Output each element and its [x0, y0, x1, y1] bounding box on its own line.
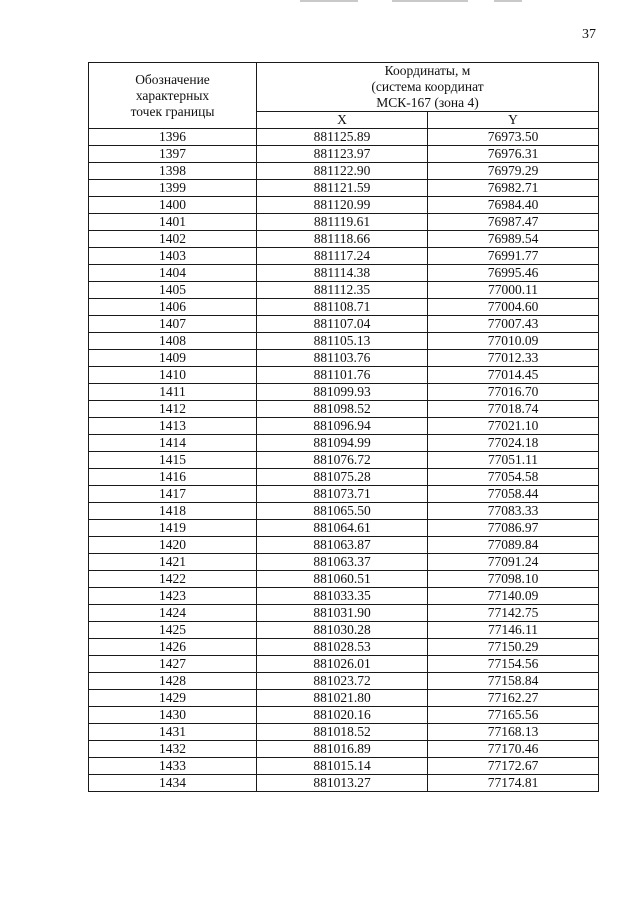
- x-cell: 881013.27: [257, 775, 428, 792]
- table-row: [89, 299, 599, 316]
- table-row: [89, 571, 599, 588]
- y-cell: 77165.56: [428, 707, 599, 724]
- table-row: [89, 231, 599, 248]
- x-cell: 881105.13: [257, 333, 428, 350]
- point-cell: 1422: [89, 571, 257, 588]
- y-cell: 76976.31: [428, 146, 599, 163]
- x-cell: 881120.99: [257, 197, 428, 214]
- table-row: [89, 197, 599, 214]
- point-cell: 1408: [89, 333, 257, 350]
- point-cell: 1417: [89, 486, 257, 503]
- x-cell: 881020.16: [257, 707, 428, 724]
- x-cell: 881122.90: [257, 163, 428, 180]
- x-cell: 881096.94: [257, 418, 428, 435]
- point-cell: 1407: [89, 316, 257, 333]
- scan-artifact: [300, 0, 358, 2]
- x-cell: 881060.51: [257, 571, 428, 588]
- table-row: [89, 622, 599, 639]
- table-row: [89, 707, 599, 724]
- x-cell: 881123.97: [257, 146, 428, 163]
- x-cell: 881015.14: [257, 758, 428, 775]
- point-cell: 1402: [89, 231, 257, 248]
- point-cell: 1400: [89, 197, 257, 214]
- y-cell: 77086.97: [428, 520, 599, 537]
- point-cell: 1423: [89, 588, 257, 605]
- table-row: [89, 282, 599, 299]
- y-cell: 77016.70: [428, 384, 599, 401]
- point-cell: 1396: [89, 129, 257, 146]
- y-cell: 77089.84: [428, 537, 599, 554]
- x-cell: 881125.89: [257, 129, 428, 146]
- point-cell: 1406: [89, 299, 257, 316]
- y-cell: 77174.81: [428, 775, 599, 792]
- scan-artifact: [494, 0, 522, 2]
- point-cell: 1424: [89, 605, 257, 622]
- point-cell: 1409: [89, 350, 257, 367]
- x-cell: 881064.61: [257, 520, 428, 537]
- table-row: [89, 265, 599, 282]
- x-cell: 881099.93: [257, 384, 428, 401]
- col-header-x: X: [257, 112, 428, 129]
- col-header-points: [89, 63, 257, 129]
- y-cell: 77168.13: [428, 724, 599, 741]
- table-row: [89, 554, 599, 571]
- point-cell: 1427: [89, 656, 257, 673]
- point-cell: 1428: [89, 673, 257, 690]
- page-number: 37: [582, 27, 596, 42]
- x-cell: 881021.80: [257, 690, 428, 707]
- point-cell: 1404: [89, 265, 257, 282]
- y-cell: 77021.10: [428, 418, 599, 435]
- y-cell: 77162.27: [428, 690, 599, 707]
- y-cell: 77140.09: [428, 588, 599, 605]
- y-cell: 77170.46: [428, 741, 599, 758]
- y-cell: 77024.18: [428, 435, 599, 452]
- y-cell: 77158.84: [428, 673, 599, 690]
- x-cell: 881107.04: [257, 316, 428, 333]
- y-cell: 76995.46: [428, 265, 599, 282]
- table-row: [89, 503, 599, 520]
- y-cell: 76973.50: [428, 129, 599, 146]
- table-header-row-1: [89, 63, 599, 112]
- x-cell: 881018.52: [257, 724, 428, 741]
- point-cell: 1430: [89, 707, 257, 724]
- table-row: [89, 758, 599, 775]
- x-cell: 881112.35: [257, 282, 428, 299]
- y-cell: 77000.11: [428, 282, 599, 299]
- col-header-coords-line: МСК-167 (зона 4): [376, 95, 479, 110]
- table-row: [89, 775, 599, 792]
- table-row: [89, 486, 599, 503]
- x-cell: 881063.37: [257, 554, 428, 571]
- col-header-coords-line: Координаты, м: [384, 63, 471, 78]
- table-row: [89, 469, 599, 486]
- point-cell: 1421: [89, 554, 257, 571]
- x-cell: 881028.53: [257, 639, 428, 656]
- table-row: [89, 367, 599, 384]
- y-cell: 77018.74: [428, 401, 599, 418]
- point-cell: 1401: [89, 214, 257, 231]
- point-cell: 1399: [89, 180, 257, 197]
- y-cell: 77058.44: [428, 486, 599, 503]
- table-row: [89, 639, 599, 656]
- table-row: [89, 163, 599, 180]
- point-cell: 1416: [89, 469, 257, 486]
- x-cell: 881030.28: [257, 622, 428, 639]
- point-cell: 1434: [89, 775, 257, 792]
- table-row: [89, 724, 599, 741]
- table-row: [89, 435, 599, 452]
- x-cell: 881118.66: [257, 231, 428, 248]
- y-cell: 76991.77: [428, 248, 599, 265]
- x-cell: 881108.71: [257, 299, 428, 316]
- col-header-points-line: характерных: [135, 87, 210, 103]
- table-body: [89, 129, 599, 792]
- y-cell: 77007.43: [428, 316, 599, 333]
- y-cell: 76984.40: [428, 197, 599, 214]
- x-cell: 881094.99: [257, 435, 428, 452]
- y-cell: 77014.45: [428, 367, 599, 384]
- col-header-points-line: Обозначение: [135, 71, 210, 87]
- col-header-points-line: точек границы: [130, 103, 215, 119]
- x-cell: 881031.90: [257, 605, 428, 622]
- table-row: [89, 588, 599, 605]
- scan-artifact: [392, 0, 468, 2]
- point-cell: 1405: [89, 282, 257, 299]
- y-cell: 76979.29: [428, 163, 599, 180]
- table-row: [89, 214, 599, 231]
- table-row: [89, 248, 599, 265]
- point-cell: 1432: [89, 741, 257, 758]
- point-cell: 1418: [89, 503, 257, 520]
- x-cell: 881033.35: [257, 588, 428, 605]
- x-cell: 881063.87: [257, 537, 428, 554]
- point-cell: 1433: [89, 758, 257, 775]
- y-cell: 77012.33: [428, 350, 599, 367]
- y-cell: 77098.10: [428, 571, 599, 588]
- y-cell: 77051.11: [428, 452, 599, 469]
- y-cell: 77010.09: [428, 333, 599, 350]
- x-cell: 881117.24: [257, 248, 428, 265]
- table-row: [89, 741, 599, 758]
- x-cell: 881075.28: [257, 469, 428, 486]
- x-cell: 881101.76: [257, 367, 428, 384]
- x-cell: 881119.61: [257, 214, 428, 231]
- x-cell: 881073.71: [257, 486, 428, 503]
- y-cell: 77091.24: [428, 554, 599, 571]
- x-cell: 881023.72: [257, 673, 428, 690]
- table-row: [89, 180, 599, 197]
- y-cell: 77172.67: [428, 758, 599, 775]
- table-row: [89, 605, 599, 622]
- y-cell: 76987.47: [428, 214, 599, 231]
- y-cell: 77146.11: [428, 622, 599, 639]
- table-row: [89, 146, 599, 163]
- table-row: [89, 129, 599, 146]
- y-cell: 77154.56: [428, 656, 599, 673]
- col-header-coords-line: (система координат: [371, 79, 484, 94]
- point-cell: 1397: [89, 146, 257, 163]
- point-cell: 1413: [89, 418, 257, 435]
- y-cell: 77150.29: [428, 639, 599, 656]
- table-row: [89, 418, 599, 435]
- point-cell: 1425: [89, 622, 257, 639]
- table-row: [89, 401, 599, 418]
- y-cell: 77004.60: [428, 299, 599, 316]
- table-row: [89, 656, 599, 673]
- point-cell: 1420: [89, 537, 257, 554]
- x-cell: 881098.52: [257, 401, 428, 418]
- x-cell: 881076.72: [257, 452, 428, 469]
- x-cell: 881114.38: [257, 265, 428, 282]
- table-row: [89, 537, 599, 554]
- table-row: [89, 384, 599, 401]
- y-cell: 77083.33: [428, 503, 599, 520]
- x-cell: 881121.59: [257, 180, 428, 197]
- y-cell: 77054.58: [428, 469, 599, 486]
- table-row: [89, 333, 599, 350]
- table-row: [89, 350, 599, 367]
- y-cell: 77142.75: [428, 605, 599, 622]
- point-cell: 1412: [89, 401, 257, 418]
- table-row: [89, 316, 599, 333]
- table-row: [89, 673, 599, 690]
- x-cell: 881026.01: [257, 656, 428, 673]
- point-cell: 1419: [89, 520, 257, 537]
- col-header-coordinates: [257, 63, 599, 112]
- x-cell: 881103.76: [257, 350, 428, 367]
- y-cell: 76982.71: [428, 180, 599, 197]
- table-row: [89, 520, 599, 537]
- table-row: [89, 452, 599, 469]
- point-cell: 1403: [89, 248, 257, 265]
- point-cell: 1429: [89, 690, 257, 707]
- table-row: [89, 690, 599, 707]
- point-cell: 1426: [89, 639, 257, 656]
- point-cell: 1431: [89, 724, 257, 741]
- point-cell: 1410: [89, 367, 257, 384]
- coordinates-table: [88, 62, 599, 792]
- x-cell: 881065.50: [257, 503, 428, 520]
- point-cell: 1415: [89, 452, 257, 469]
- point-cell: 1414: [89, 435, 257, 452]
- col-header-y: Y: [428, 112, 599, 129]
- point-cell: 1411: [89, 384, 257, 401]
- x-cell: 881016.89: [257, 741, 428, 758]
- point-cell: 1398: [89, 163, 257, 180]
- y-cell: 76989.54: [428, 231, 599, 248]
